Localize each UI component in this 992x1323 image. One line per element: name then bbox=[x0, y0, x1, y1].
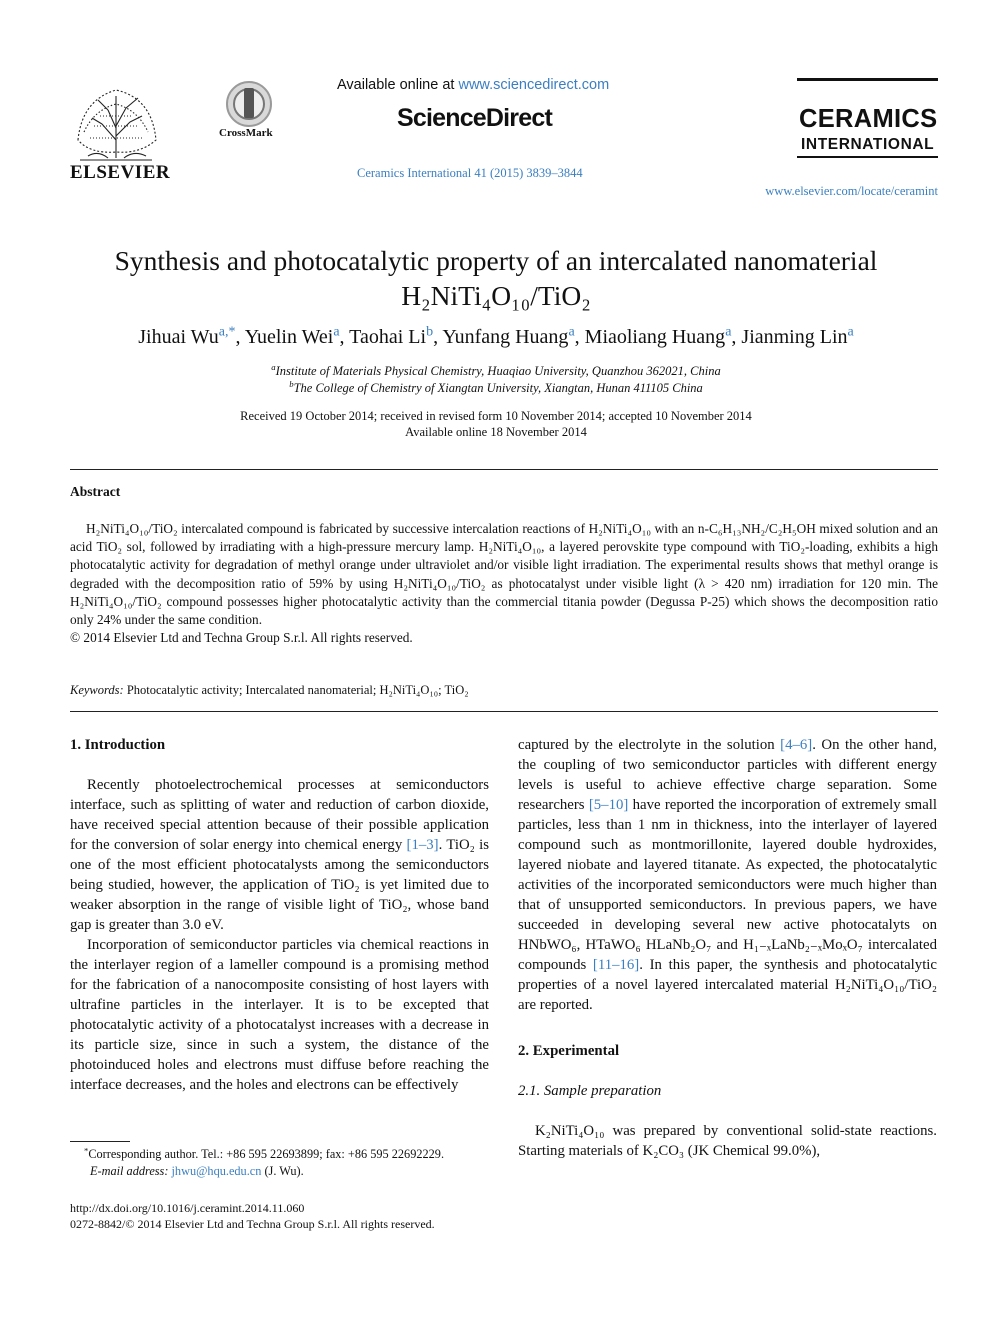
available-prefix: Available online at bbox=[337, 77, 459, 93]
citation-link[interactable]: [5–10] bbox=[588, 797, 629, 813]
author-name: Yuelin Wei bbox=[244, 326, 334, 348]
affiliations bbox=[0, 363, 992, 397]
keywords-list: Photocatalytic activity; Intercalated nanomaterial; H₂NiTi₄O₁₀; TiO₂ bbox=[126, 683, 469, 697]
affiliation-b: $^b$The College of Chemistry of Xiangtan University, Xiangtan, Hunan 411105 China bbox=[289, 379, 703, 395]
abstract-text bbox=[70, 520, 938, 647]
body-paragraph: captured by the electrolyte in the solution [4–6]. On the other hand, the coupling of two semiconductor particles with different energy levels is useful to achieve effective charge separation. Some researchers [5–10] have reported the incorporation of extremely small particles, less than 1 nm in thickness, into the interlayer of layered compound such as montmorillonite, layered double hydroxides, layered niobate and layered titanate. As expected, the photocatalytic activities of the incorporated semiconductors were much higher than that of unsupported semiconductors. In previous papers, we have succeeded in developing several new active photocatalyts on HNbWO₆, HTaWO₆ HLaNb₂O₇ and H₁₋ₓLaNb₂₋ₓMoₓO₇ intercalated compounds [11–16]. In this paper, the synthesis and photocatalytic properties of a novel layered intercalated material H₂NiTi₄O₁₀/TiO₂ are reported. bbox=[518, 737, 937, 1013]
keywords-label: Keywords: bbox=[70, 683, 124, 697]
divider bbox=[70, 469, 938, 470]
journal-logo-title: CERAMICS bbox=[799, 105, 938, 133]
doi-link[interactable]: http://dx.doi.org/10.1016/j.ceramint.2014.11.060 bbox=[70, 1201, 305, 1215]
author-list: Jihuai $Wu^{a,*}$, Yuelin Wei$^a$, Taohai Li$^b$, Yunfang Huang$^a$, Miaoliang Huang$^a$, Jianming Lin$^a$ bbox=[138, 324, 854, 348]
footnote-divider bbox=[70, 1141, 130, 1142]
abstract-copyright: © 2014 Elsevier Ltd and Techna Group S.r.l. All rights reserved. bbox=[70, 630, 413, 646]
title-line-2: H₂NiTi₄O₁₀/TiO₂ bbox=[401, 280, 591, 311]
author-name: Taohai Li bbox=[349, 326, 427, 348]
author-name: Jianming Lin bbox=[741, 326, 848, 348]
crossmark-label: CrossMark bbox=[219, 127, 273, 139]
author-affiliation-mark[interactable]: a bbox=[725, 324, 732, 340]
sciencedirect-logo: ScienceDirect bbox=[397, 104, 552, 132]
subsection-heading-sample-preparation: 2.1. Sample preparation bbox=[518, 1083, 662, 1099]
section-heading-introduction: 1. Introduction bbox=[70, 737, 166, 753]
received-dates: Received 19 October 2014; received in revised form 10 November 2014; accepted 10 November 2014 bbox=[240, 409, 752, 423]
email-link[interactable]: jhwu@hqu.edu.cn bbox=[171, 1164, 262, 1178]
author-name: Yunfang Huang bbox=[442, 326, 569, 348]
abstract-paragraph: H₂NiTi₄O₁₀/TiO₂ intercalated compound is fabricated by successive intercalation reactions of H₂NiTi₄O₁₀ with an n-C₆H₁₃NH₂/C₂H₅OH mixed solution and an acid TiO₂ sol, followed by irradiating with a high-pressure mercury lamp. H₂NiTi₄O₁₀, a layered perovskite type compound with TiO₂-loading, exhibits a high photocatalytic activity for degradation of methyl orange under ultraviolet and/or visible light irradiation. The experimental results shows that methyl orange is degraded with the decomposition ratio of 59% by using H₂NiTi₄O₁₀/TiO₂ as photocatalyst under visible light (λ > 420 nm) irradiation for 120 min. The H₂NiTi₄O₁₀/TiO₂ compound possesses higher photocatalytic activity than the commercial titania powder (Degussa P-25) which shows the decomposition ratio only 24% under the same condition. bbox=[70, 521, 938, 628]
author-affiliation-mark[interactable]: a bbox=[333, 324, 340, 340]
email-label: E-mail address: bbox=[90, 1164, 172, 1178]
issn-copyright: 0272-8842/© 2014 Elsevier Ltd and Techna Group S.r.l. All rights reserved. bbox=[70, 1217, 435, 1231]
journal-homepage-link[interactable]: www.elsevier.com/locate/ceramint bbox=[765, 184, 938, 198]
citation-link[interactable]: [4–6] bbox=[780, 737, 813, 753]
author-name: Jihuai Wu bbox=[138, 326, 219, 348]
online-date: Available online 18 November 2014 bbox=[405, 425, 587, 439]
title-line-1: Synthesis and photocatalytic property of an intercalated nanomaterial bbox=[114, 245, 878, 276]
divider bbox=[70, 711, 938, 712]
body-paragraph: Recently photoelectrochemical processes at semiconductors interface, such as splitting of water and reduction of carbon dioxide, have received special attention because of their possible application for the conversion of solar energy into chemical energy [1–3]. TiO₂ is one of the most efficient photocatalysts among the semiconductors being studied, however, the application of TiO₂ is yet limited due to weaker absorption in the range of visible light of TiO₂, whose band gap is greater than 3.0 eV. bbox=[70, 777, 489, 933]
abstract-heading: Abstract bbox=[70, 484, 121, 499]
elsevier-wordmark: ELSEVIER bbox=[70, 162, 171, 183]
affiliation-a: $^a$Institute of Materials Physical Chemistry, Huaqiao University, Quanzhou 362021, China bbox=[271, 362, 721, 378]
corresponding-contact: Corresponding author. Tel.: +86 595 22693899; fax: +86 595 22692229. bbox=[88, 1147, 445, 1161]
sciencedirect-link[interactable]: www.sciencedirect.com bbox=[458, 77, 610, 93]
keywords bbox=[70, 683, 469, 698]
journal-logo-bottom-bar bbox=[797, 156, 938, 158]
corresponding-author-footnote bbox=[70, 1146, 489, 1180]
article-history bbox=[0, 408, 992, 440]
available-online bbox=[337, 77, 609, 93]
citation-link[interactable]: [11–16] bbox=[592, 957, 640, 973]
journal-logo-subtitle: INTERNATIONAL bbox=[801, 136, 935, 153]
paper-title bbox=[0, 243, 992, 313]
body-column-right bbox=[518, 735, 937, 1161]
journal-citation-link[interactable]: Ceramics International 41 (2015) 3839–3844 bbox=[357, 166, 583, 180]
footnote-mark: * bbox=[84, 1145, 89, 1156]
doi-block bbox=[70, 1200, 435, 1232]
citation-link[interactable]: [1–3] bbox=[406, 837, 439, 853]
author-name: Miaoliang Huang bbox=[584, 326, 726, 348]
body-paragraph: K₂NiTi₄O₁₀ was prepared by conventional solid-state reactions. Starting materials of K₂CO₃ (JK Chemical 99.0%), bbox=[518, 1123, 937, 1159]
author-affiliation-mark[interactable]: a bbox=[568, 324, 575, 340]
body-paragraph: Incorporation of semiconductor particles via chemical reactions in the interlayer region of a lameller compound is a promising method for the fabrication of a nanocomposite consisting of host layers with ultrafine particles in the interlayer. It is to be excepted that photocatalytic activity of a photocatalyst increases with a decrease in its particle size, since in such a system, the distance of the photoinduced holes and electrons must diffuse before reaching the interface decreases, and the holes and electrons can be effectively bbox=[70, 937, 489, 1093]
email-suffix: (J. Wu). bbox=[261, 1164, 304, 1178]
journal-logo-top-bar bbox=[797, 78, 938, 81]
author-affiliation-mark[interactable]: a bbox=[847, 324, 854, 340]
author-affiliation-mark[interactable]: a,* bbox=[218, 324, 236, 340]
body-column-left bbox=[70, 735, 489, 1095]
section-heading-experimental: 2. Experimental bbox=[518, 1043, 620, 1059]
author-affiliation-mark[interactable]: b bbox=[426, 324, 434, 340]
